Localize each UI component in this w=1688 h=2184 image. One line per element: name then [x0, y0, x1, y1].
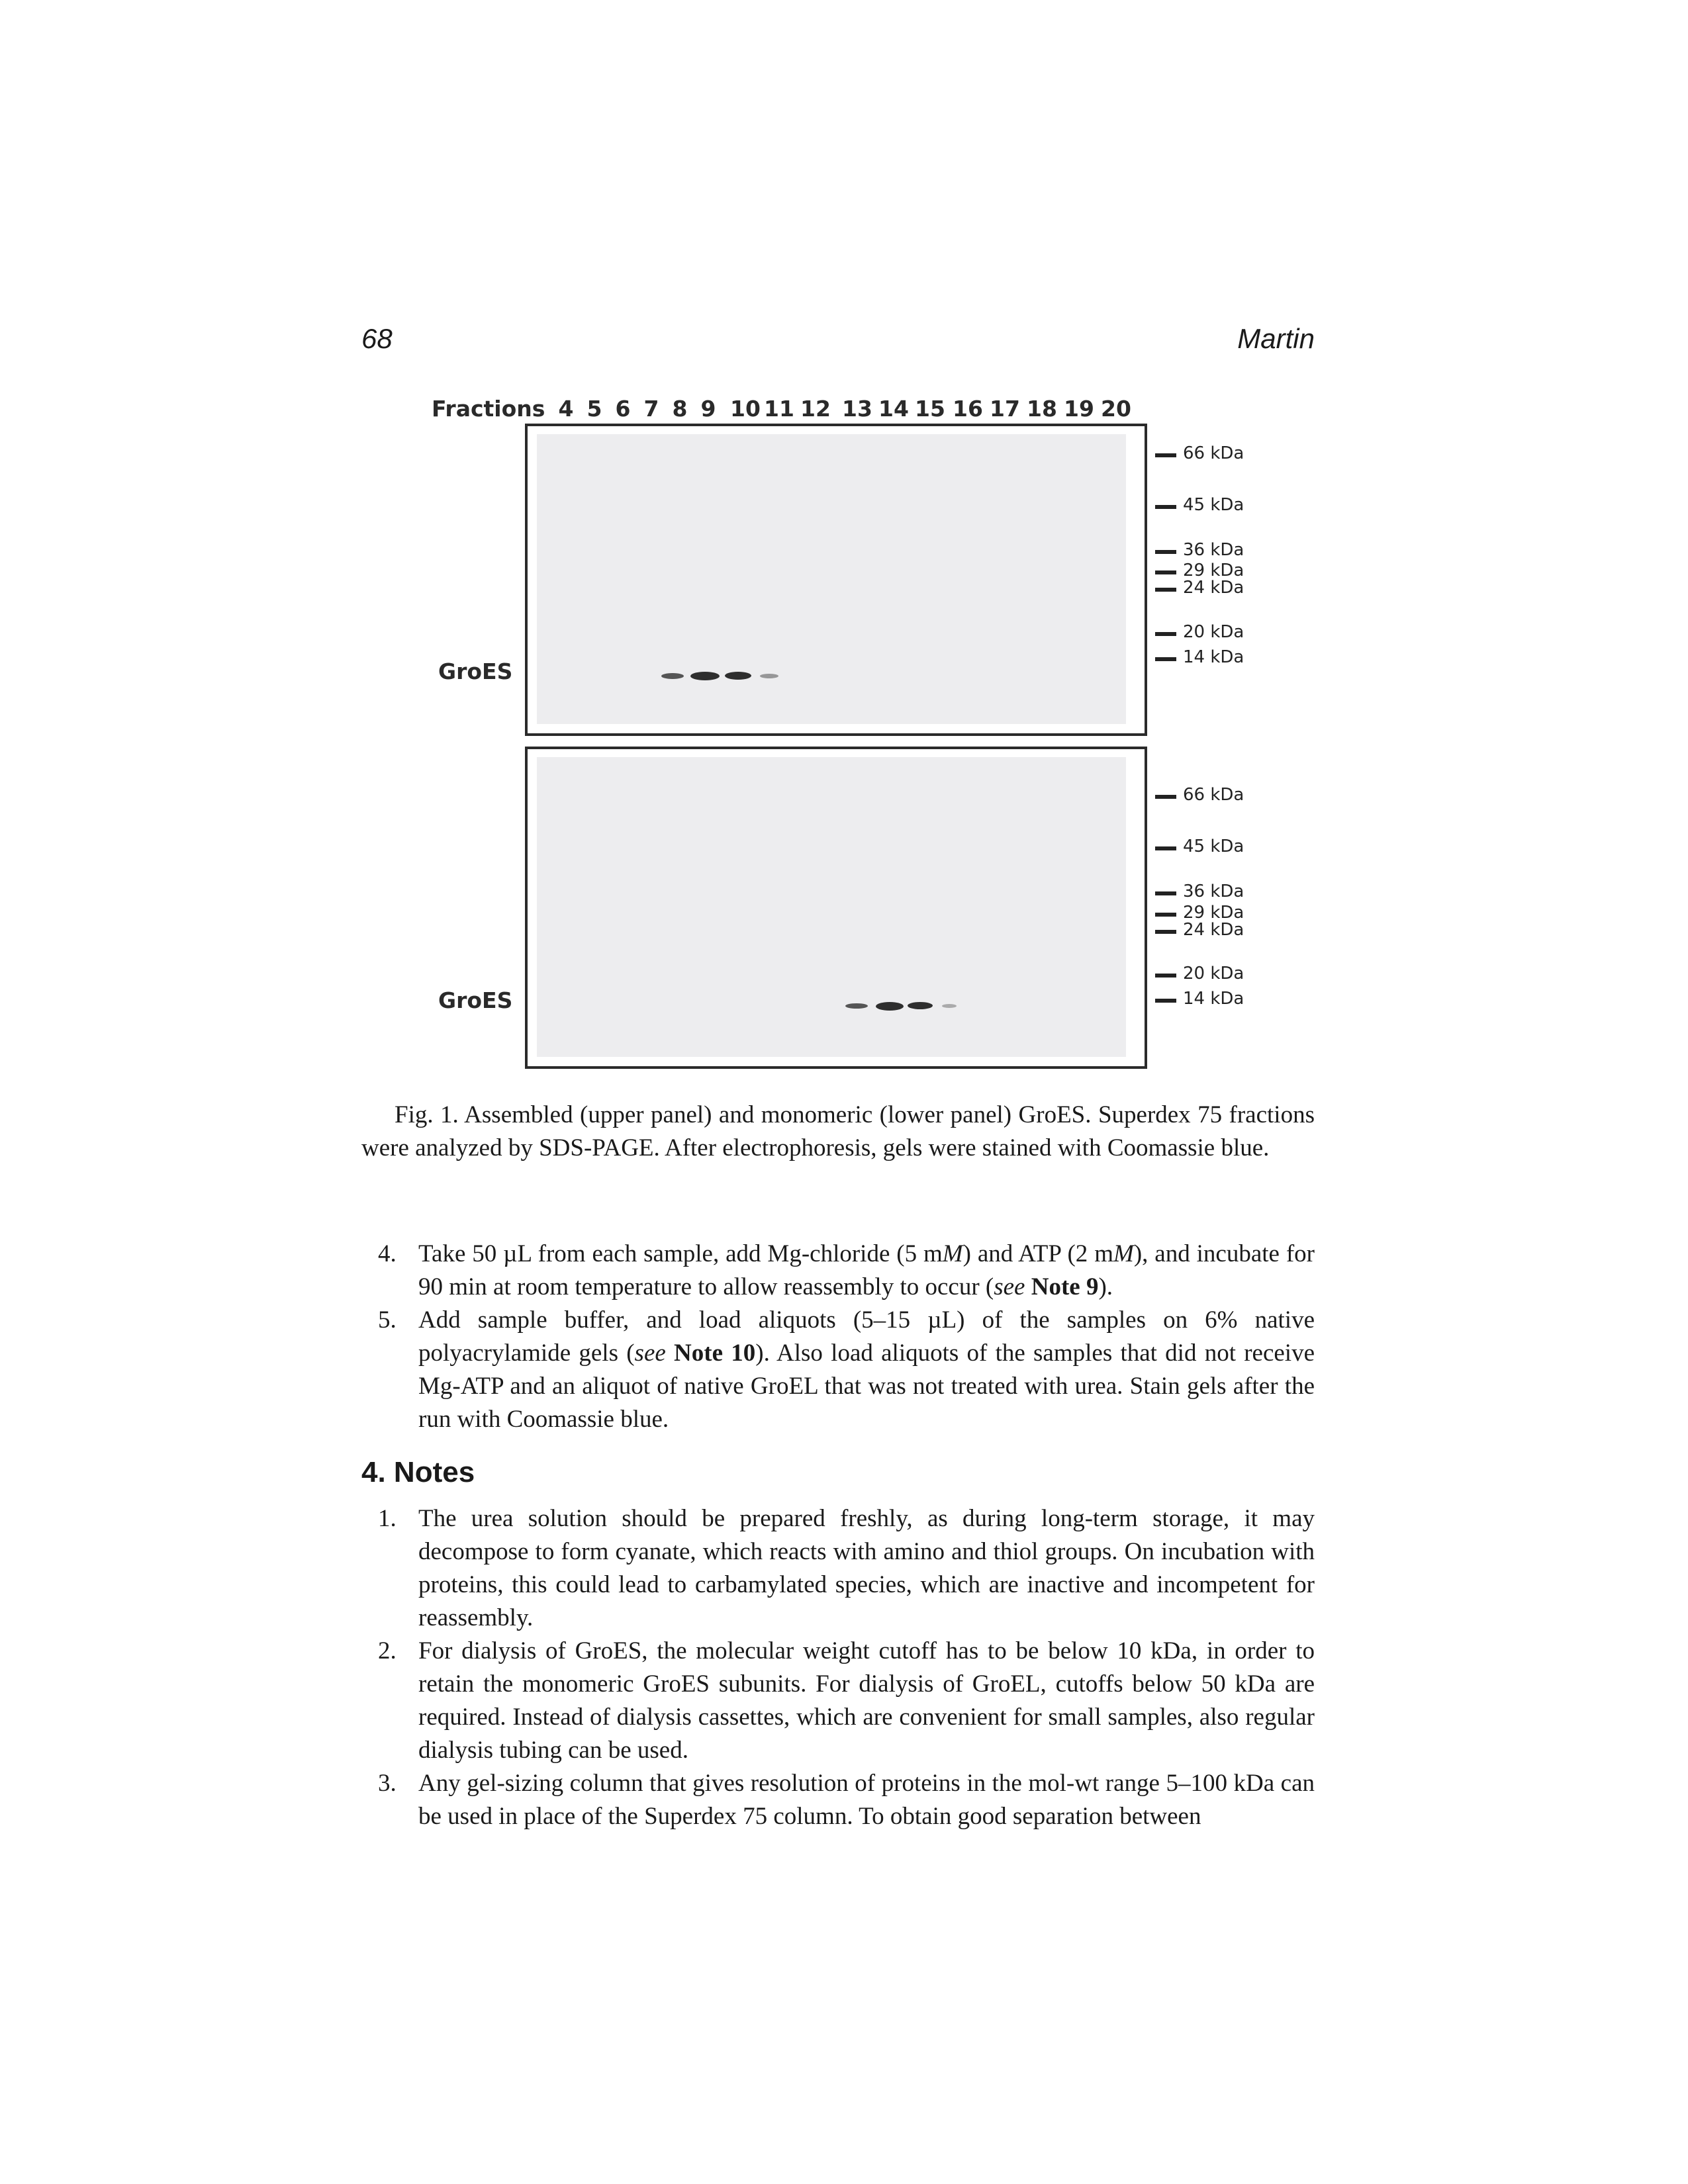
list-item: 2. For dialysis of GroES, the molecular weight cutoff has to be below 10 kDa, in order to retain the monomeric GroES subunits. For dialysis of GroEL, cutoffs below 50 kDa are required. Instead of dialysis cassettes, which are convenient for small samples, also regular dialysis tubing can be used. — [378, 1637, 1315, 1764]
list-item: 5. Add sample buffer, and load aliquots (5–15 µL) of the samples on 6% native polyacrylamide gels (see Note 10). Also load aliquots of the samples that did not receive Mg-ATP and an aliquot of native GroEL that was not treated with urea. Stain gels after the run with Coomassie blue. — [378, 1306, 1315, 1433]
gel-image-upper — [537, 434, 1126, 724]
fraction-number: 14 — [878, 396, 909, 422]
row-label-groes-upper: GroES — [438, 659, 513, 684]
fraction-number: 11 — [764, 396, 794, 422]
fraction-number: 6 — [615, 396, 631, 422]
figure-caption: Fig. 1. Assembled (upper panel) and monomeric (lower panel) GroES. Superdex 75 fractions were analyzed by SDS-PAGE. After electrophoresis, gels were stained with Coomassie blue. — [361, 1101, 1315, 1161]
fraction-number: 9 — [700, 396, 716, 422]
gel-image-lower — [537, 757, 1126, 1057]
fraction-number: 10 — [730, 396, 761, 422]
protein-band — [661, 673, 684, 679]
protein-band — [845, 1003, 868, 1009]
fraction-number: 17 — [990, 396, 1020, 422]
list-item: 1. The urea solution should be prepared freshly, as during long-term storage, it may decompose to form cyanate, which reacts with amino and thiol groups. On incubation with proteins, this could lead to carbamylated species, which are inactive and incompetent for reassembly. — [378, 1505, 1315, 1631]
gel-lower-panel — [525, 747, 1147, 1069]
fraction-number: 19 — [1064, 396, 1094, 422]
figure-1: Fractions 4 5 6 7 8 9 10 11 12 13 14 15 16 17 18 19 20 GroES 66 kDa 45 kDa 36 kDa 29 kDa 24 kDa 20 kDa 14 kDa GroES 66 kDa 45 kDa 36 kDa 29 kDa 24 kDa 20 kDa 14 kDa — [424, 390, 1284, 1092]
list-item: 4. Take 50 µL from each sample, add Mg-chloride (5 mM) and ATP (2 mM), and incubate for 90 min at room temperature to allow reassembly to occur (see Note 9). — [378, 1240, 1315, 1300]
section-heading: 4. Notes — [361, 1456, 475, 1488]
fractions-header — [424, 390, 1284, 424]
fraction-number: 4 — [558, 396, 574, 422]
fraction-number: 7 — [643, 396, 659, 422]
fraction-number: 12 — [800, 396, 831, 422]
protein-band — [908, 1002, 933, 1009]
row-label-groes-lower: GroES — [438, 987, 513, 1013]
protein-band — [690, 672, 720, 680]
fraction-number: 16 — [953, 396, 983, 422]
fractions-label: Fractions — [432, 396, 545, 422]
page-number: 68 — [361, 323, 393, 354]
gel-upper-panel — [525, 424, 1147, 736]
list-item: 3. Any gel-sizing column that gives resolution of proteins in the mol-wt range 5–100 kDa can be used in place of the Superdex 75 column. To obtain good separation between — [378, 1770, 1315, 1830]
protein-band — [942, 1004, 957, 1008]
fraction-number: 20 — [1101, 396, 1131, 422]
fraction-number: 5 — [586, 396, 602, 422]
running-author: Martin — [1237, 323, 1315, 354]
notes-list — [361, 1502, 1315, 1833]
fraction-number: 8 — [672, 396, 688, 422]
protein-band — [725, 672, 751, 680]
protein-band — [760, 674, 778, 678]
fraction-number: 15 — [915, 396, 945, 422]
protein-band — [876, 1002, 904, 1011]
fraction-number: 13 — [842, 396, 872, 422]
running-head — [361, 323, 1315, 363]
fraction-number: 18 — [1027, 396, 1057, 422]
protocol-steps — [361, 1238, 1315, 1436]
